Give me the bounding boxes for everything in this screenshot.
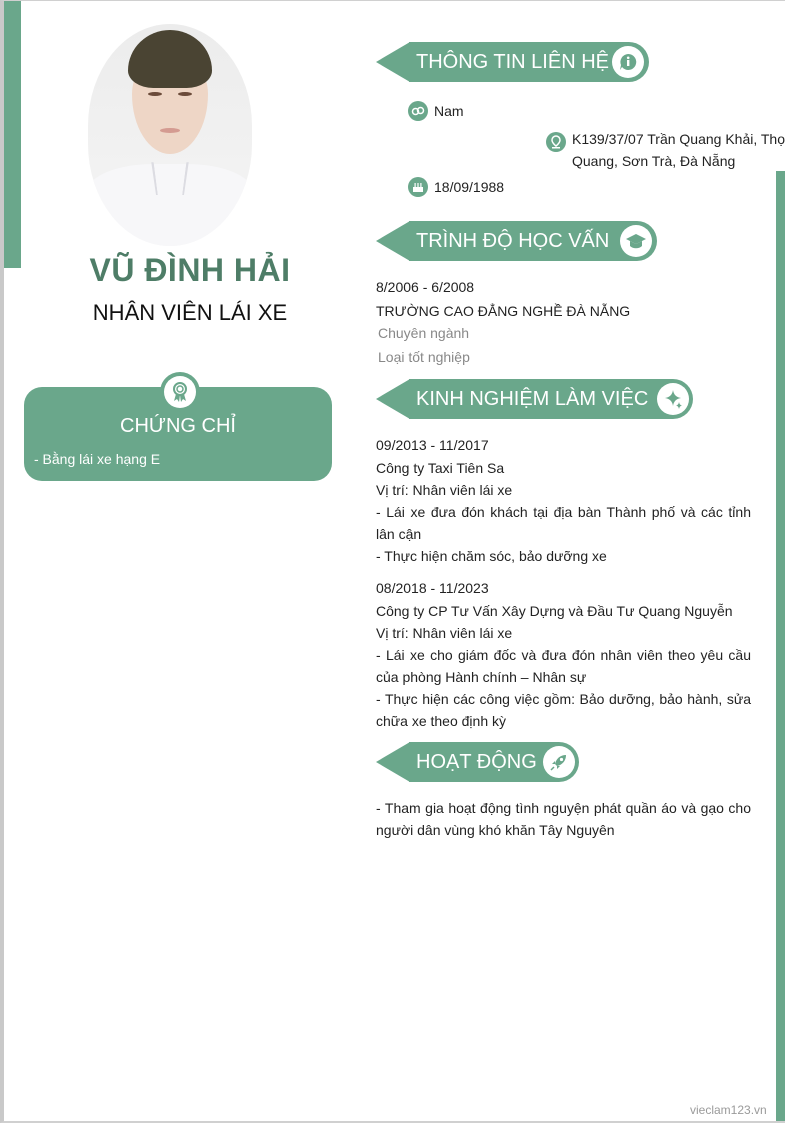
experience-1-position: Vị trí: Nhân viên lái xe	[376, 482, 513, 498]
candidate-name: VŨ ĐÌNH HẢI	[89, 252, 291, 288]
sparkles-icon	[657, 383, 689, 415]
section-title-experience: KINH NGHIỆM LÀM VIỆC	[416, 388, 649, 410]
experience-1-duty-2: - Thực hiện chăm sóc, bảo dưỡng xe	[376, 548, 607, 564]
section-title-contact: THÔNG TIN LIÊN HỆ	[416, 51, 609, 73]
experience-2-position: Vị trí: Nhân viên lái xe	[376, 625, 513, 641]
section-header-experience	[376, 379, 694, 419]
gender-value: Nam	[434, 103, 464, 119]
education-grade: Loại tốt nghiệp	[378, 349, 470, 365]
experience-1-period: 09/2013 - 11/2017	[376, 437, 489, 453]
contact-gender	[408, 101, 464, 122]
location-icon	[546, 132, 566, 152]
experience-2-company: Công ty CP Tư Vấn Xây Dựng và Đầu Tư Quang Nguyễn	[376, 603, 733, 619]
rocket-icon	[543, 746, 575, 778]
certificate-item: - Bằng lái xe hạng E	[34, 451, 161, 467]
experience-2-duty-2: - Thực hiện các công việc gồm: Bảo dưỡng, bảo hành, sửa chữa xe theo định kỳ	[376, 691, 751, 729]
address-line-2: Quang, Sơn Trà, Đà Nẵng	[572, 153, 736, 169]
experience-2-period: 08/2018 - 11/2023	[376, 580, 489, 596]
gender-icon	[408, 101, 428, 121]
activity-item: - Tham gia hoạt động tình nguyện phát quần áo và gạo cho người dân vùng khó khăn Tây Nguyên	[376, 800, 751, 838]
watermark: vieclam123.vn	[690, 1103, 767, 1117]
graduation-cap-icon	[620, 225, 652, 257]
education-period: 8/2006 - 6/2008	[376, 279, 475, 295]
award-icon	[164, 376, 196, 408]
section-title-education: TRÌNH ĐỘ HỌC VẤN	[416, 230, 610, 252]
job-title: NHÂN VIÊN LÁI XE	[92, 300, 288, 325]
right-accent-bar	[776, 171, 785, 1121]
section-header-activities	[376, 742, 580, 782]
contact-birthday	[408, 177, 504, 198]
education-major: Chuyên ngành	[378, 325, 470, 341]
left-accent-bar	[4, 1, 21, 268]
experience-1-duty-1: - Lái xe đưa đón khách tại địa bàn Thành phố và các tỉnh lân cận	[376, 504, 751, 542]
section-header-contact	[376, 42, 650, 82]
contact-address	[546, 129, 785, 172]
avatar-photo	[88, 24, 252, 246]
section-header-education	[376, 221, 658, 261]
experience-1-company: Công ty Taxi Tiên Sa	[376, 460, 505, 476]
birthday-value: 18/09/1988	[434, 179, 505, 195]
address-line-1: K139/37/07 Trần Quang Khải, Thọ	[572, 131, 785, 147]
birthday-cake-icon	[408, 177, 428, 197]
info-icon	[612, 46, 644, 78]
experience-2-duty-1: - Lái xe cho giám đốc và đưa đón nhân viên theo yêu cầu của phòng Hành chính – Nhân sự	[376, 647, 751, 685]
section-title-activities: HOẠT ĐỘNG	[416, 751, 537, 773]
education-school: TRƯỜNG CAO ĐẲNG NGHỀ ĐÀ NẴNG	[376, 303, 631, 319]
certificates-title: CHỨNG CHỈ	[120, 415, 236, 437]
